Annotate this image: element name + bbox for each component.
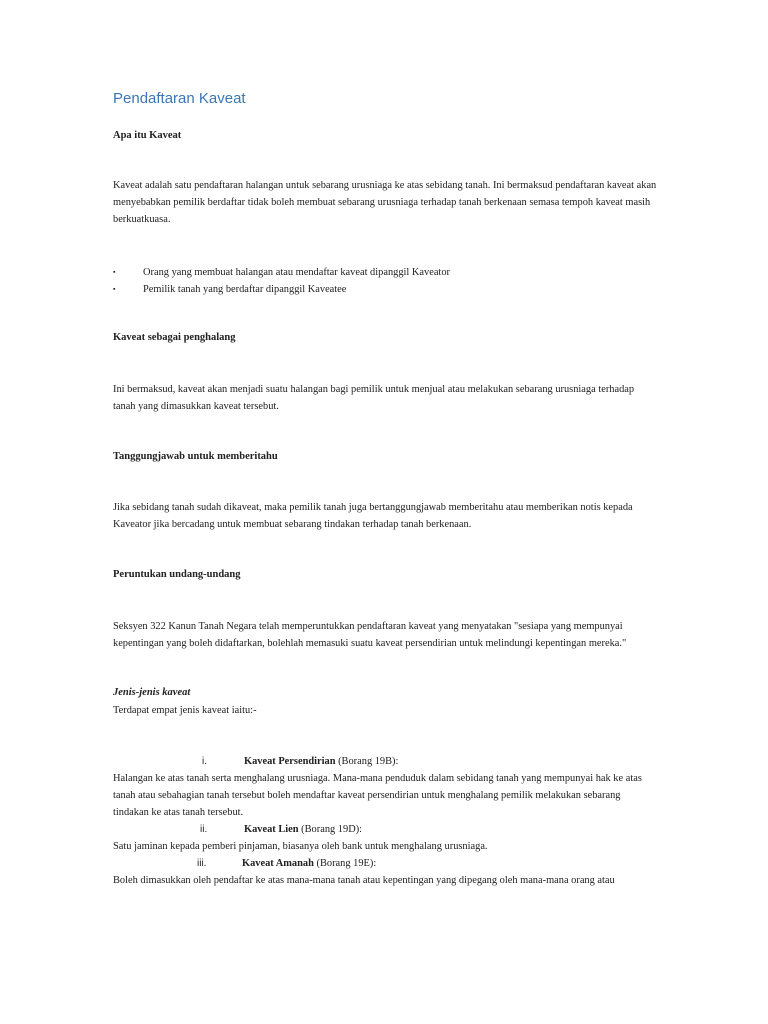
paragraph-type-2: Satu jaminan kepada pemberi pinjaman, biasanya oleh bank untuk menghalang urusniaga. [113,841,488,852]
paragraph-definition: Kaveat adalah satu pendaftaran halangan untuk sebarang urusniaga ke atas sebidang tanah. Ini bermaksud pendaftaran kaveat akan menyebabkan pemilik berdaftar tidak boleh membuat sebarang urusniaga terhadap tanah berkenaan semasa tempoh kaveat masih berkuatkuasa. [113,180,657,225]
type-form: (Borang 19E): [316,858,377,869]
section-heading-jenis: Jenis-jenis kaveat [113,687,191,698]
bullet-icon: ▪ [113,268,116,276]
list-numeral: ii. [200,824,208,835]
bullet-icon: ▪ [113,285,116,293]
section-heading-peruntukan: Peruntukan undang-undang [113,569,241,580]
paragraph-type-1: Halangan ke atas tanah serta menghalang urusniaga. Mana-mana penduduk dalam sebidang tanah yang mempunyai hak ke atas tanah atau sebahagian tanah tersebut boleh mendaftar kaveat persendirian untuk menghalang pemilik melakukan sebarang tindakan ke atas tanah tersebut. [113,773,642,818]
list-item [113,264,450,281]
type-title [244,753,398,770]
type-title [244,821,362,838]
section-heading-apa-itu-kaveat: Apa itu Kaveat [113,130,182,141]
type-name: Kaveat Amanah [242,858,314,869]
list-numeral: iii. [197,858,207,869]
paragraph-penghalang: Ini bermaksud, kaveat akan menjadi suatu halangan bagi pemilik untuk menjual atau melakukan sebarang urusniaga terhadap tanah yang dimasukkan kaveat tersebut. [113,384,635,412]
type-form: (Borang 19D): [301,824,363,835]
section-heading-penghalang: Kaveat sebagai penghalang [113,332,236,343]
list-numeral: i. [202,756,207,767]
list-item [113,281,450,298]
paragraph-peruntukan: Seksyen 322 Kanun Tanah Negara telah memperuntukkan pendaftaran kaveat yang menyatakan "sesiapa yang mempunyai kepentingan yang boleh didaftarkan, bolehlah memasuki suatu kaveat persendirian untuk melindungi kepentingan mereka." [113,621,627,649]
paragraph-tanggungjawab: Jika sebidang tanah sudah dikaveat, maka pemilik tanah juga bertanggungjawab memberitahu atau memberikan notis kepada Kaveator jika bercadang untuk membuat sebarang tindakan terhadap tanah berkenaan. [113,502,633,530]
list-item-text: Orang yang membuat halangan atau mendaftar kaveat dipanggil Kaveator [143,267,450,278]
list-item-text: Pemilik tanah yang berdaftar dipanggil Kaveatee [143,284,347,295]
paragraph-jenis-intro: Terdapat empat jenis kaveat iaitu:- [113,705,257,716]
paragraph-type-3: Boleh dimasukkan oleh pendaftar ke atas mana-mana tanah atau kepentingan yang dipegang oleh mana-mana orang atau [113,875,615,886]
bullet-list [113,264,450,298]
type-form: (Borang 19B): [338,756,399,767]
type-name: Kaveat Lien [244,824,299,835]
type-name: Kaveat Persendirian [244,756,336,767]
type-title [242,855,376,872]
section-heading-tanggungjawab: Tanggungjawab untuk memberitahu [113,451,278,462]
page-title: Pendaftaran Kaveat [113,90,246,107]
